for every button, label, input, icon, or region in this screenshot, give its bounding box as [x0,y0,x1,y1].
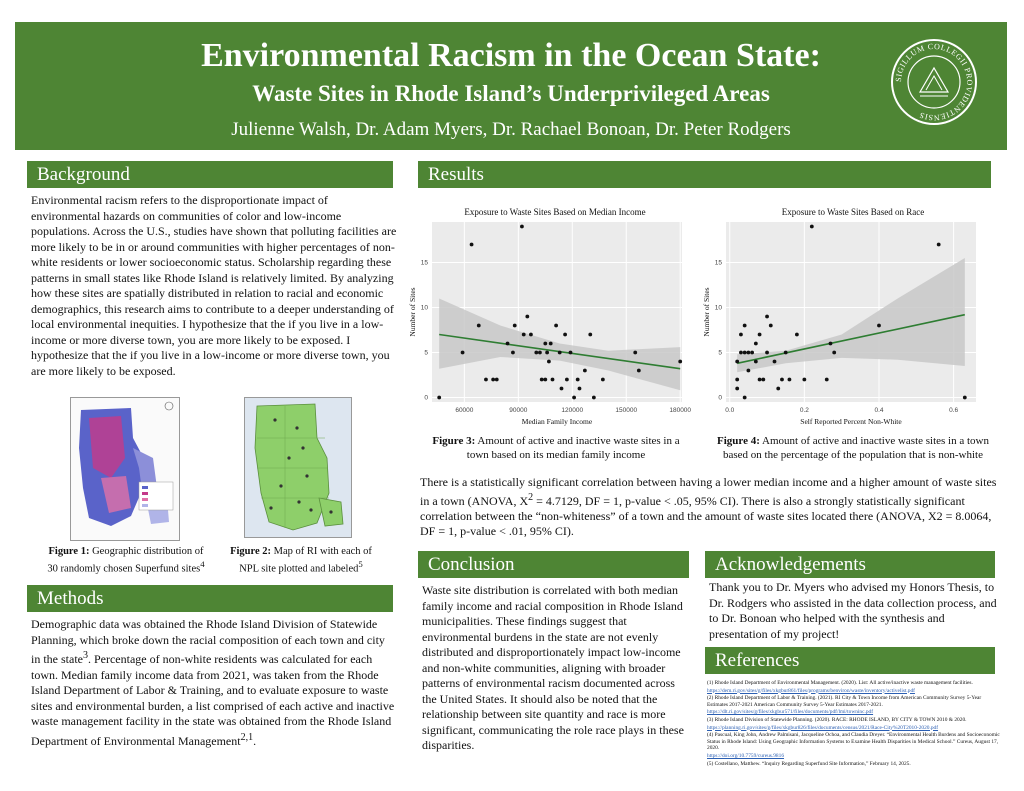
y-tick-label: 15 [420,259,428,267]
data-point [776,387,780,391]
data-point [802,378,806,382]
data-point [754,360,758,364]
data-point [511,351,515,355]
data-point [637,369,641,373]
data-point [758,333,762,337]
x-tick-label: 0.6 [949,407,959,414]
chart2-title: Exposure to Waste Sites Based on Race [781,207,925,217]
data-point [560,387,564,391]
data-point [551,378,555,382]
data-point [484,378,488,382]
data-point [773,360,777,364]
data-point [788,378,792,382]
background-heading: Background [27,161,393,188]
y-tick-label: 15 [714,259,722,267]
data-point [765,315,769,319]
data-point [780,378,784,382]
svg-text:SIGILLUM COLLEGII PROVIDENTIEN: SIGILLUM COLLEGII PROVIDENTIENSIS [893,41,975,123]
data-point [578,387,582,391]
x-tick-label: 180000 [669,407,692,414]
x-tick-label: 0.0 [725,407,735,414]
data-point [633,351,637,355]
x-tick-label: 120000 [561,407,584,414]
data-point [810,225,814,229]
data-point [735,378,739,382]
reference-item: (2) Rhode Island Department of Labor & Training. (2021). RI City & Town Income from American Community Survey 5-Year Estimates 2017-2021 American Community Survey 5-Year Estimates 2017-2021. [707,695,982,708]
data-point [678,360,682,364]
data-point [832,351,836,355]
data-point [825,378,829,382]
data-point [529,333,533,337]
acknowledgements-heading: Acknowledgements [705,551,995,578]
x-tick-label: 0.2 [799,407,809,414]
data-point [538,351,542,355]
reference-link[interactable]: https://doi.org/10.7759/cureus.9816 [707,752,785,759]
figure1-superfund-map [70,397,180,541]
conclusion-text: Waste site distribution is correlated with both median family income and racial composition in Rhode Island municipalities. These findings suggest that environmental burdens in the state are not evenly distributed and disproportionately impact low-income and non-white communities, aligning with broader patterns of environmental racism documented across the United States. It should also be noted that the relationship between site quantity and race is more significant, communicating the role race plays in these disparities. [422,583,684,752]
data-point [495,378,499,382]
y-tick-label: 0 [718,394,722,402]
poster-title: Environmental Racism in the Ocean State: [201,37,821,74]
data-point [743,324,747,328]
data-point [750,351,754,355]
data-point [549,342,553,346]
x-axis-label: Median Family Income [521,417,593,426]
data-point [795,333,799,337]
data-point [735,360,739,364]
data-point [739,351,743,355]
data-point [769,324,773,328]
y-tick-label: 10 [714,304,722,312]
data-point [937,243,941,247]
x-tick-label: 60000 [455,407,474,414]
data-point [761,378,765,382]
data-point [543,342,547,346]
data-point [477,324,481,328]
data-point [540,378,544,382]
data-point [583,369,587,373]
acknowledgements-text: Thank you to Dr. Myers who advised my Honors Thesis, to Dr. Rodgers who assisted in the data collection process, and to Dr. Bonoan who helped with the synthesis and presentation of my project! [709,580,997,641]
data-point [461,351,465,355]
data-point [765,351,769,355]
y-tick-label: 0 [424,394,428,402]
data-point [534,351,538,355]
data-point [506,342,510,346]
data-point [758,378,762,382]
reference-item: (1) Rhode Island Department of Environmental Management. (2020). List: All active/inactive waste management facilities. [707,680,973,686]
data-point [522,333,526,337]
data-point [735,387,739,391]
y-tick-label: 5 [718,349,722,357]
y-tick-label: 5 [424,349,428,357]
data-point [513,324,517,328]
data-point [437,396,441,400]
reference-link[interactable]: https://dem.ri.gov/sites/g/files/xkgbur861/files/programs/benviron/waste/inventory/activelist.pdf [707,687,915,694]
background-text: Environmental racism refers to the disproportionate impact of environmental hazards on communities of color and low-income populations. Across the U.S., studies have shown that polluting facilities are more likely to be in or around communities with higher percentages of non-white residents or lower socioeconomic status. Scholarship regarding these patterns in small states like Rhode Island is relatively limited. By analyzing how these sites are spatially distributed in relation to racial and economic demographics, this research aims to contribute to a deeper understanding of local environmental inequities. I hypothesize that the if you live in a low-income or more diverse town, you are more likely to be exposed. I hypothesize that the if you live in a low-income or more diverse town, you are more likely to be exposed. [31,193,397,378]
data-point [565,378,569,382]
data-point [739,333,743,337]
data-point [963,396,967,400]
figure4-caption: Figure 4: Amount of active and inactive waste sites in a town based on the percentage of the population that is non-white [717,435,989,461]
reference-item: (4) Pascual, King John, Andrew Palmisani, Jacqueline Ochoa, and Claudia Dreyer. “Environmental Health Burdens and Socioeconomic Status in Rhode Island: Using Geographic Information Systems to Examine Health Disparities in Medical School.” Cureus, August 17, 2020. [707,732,1000,752]
references-list [707,680,1003,768]
reference-item: (5) Costellano, Matthew. “Inquiry Regarding Superfund Site Information,” February 14, 2025. [707,760,911,767]
conclusion-heading: Conclusion [418,551,689,578]
data-point [743,351,747,355]
methods-heading: Methods [27,585,393,612]
x-tick-label: 0.4 [874,407,884,414]
reference-item: (3) Rhode Island Division of Statewide Planning. (2020). RACE: RHODE ISLAND, BY CITY & TOWN 2010 & 2020. [707,716,967,723]
data-point [520,225,524,229]
data-point [543,378,547,382]
x-tick-label: 90000 [509,407,528,414]
data-point [877,324,881,328]
data-point [569,351,573,355]
data-point [470,243,474,247]
figure3-caption: Figure 3: Amount of active and inactive waste sites in a town based on its median family income [432,435,680,461]
results-heading: Results [418,161,991,188]
x-tick-label: 150000 [615,407,638,414]
data-point [588,333,592,337]
data-point [558,351,562,355]
data-point [545,351,549,355]
data-point [746,369,750,373]
data-point [592,396,596,400]
results-text: There is a statistically significant correlation between having a lower median income and a higher amount of waste sites in a town (ANOVA, $X^2 = 4.7129$, DF = 1, p-value < .05, 95% CI). There is also a strongly statistically significant correlation between the “non-whiteness” of a town and the amount of waste sites located there (ANOVA, X2 = 8.0064, DF = 1, p-value < .01, 95% CI). [420,475,997,538]
data-point [746,351,750,355]
chart-race-scatter [700,218,982,430]
data-point [525,315,529,319]
reference-link[interactable]: https://planning.ri.gov/sites/g/files/xkgbur826/files/documents/census/2021/Race-City%20T2010-2020.pdf [707,724,939,731]
data-point [576,378,580,382]
data-point [572,396,576,400]
data-point [743,396,747,400]
data-point [829,342,833,346]
reference-link[interactable]: https://dlt.ri.gov/sites/g/files/xkgbur571/files/documents/pdf/lmi/towninc.pdf [707,709,874,716]
references-heading: References [705,647,995,674]
data-point [784,351,788,355]
data-point [554,324,558,328]
data-point [491,378,495,382]
y-axis-label: Number of Sites [408,287,417,337]
y-tick-label: 10 [420,304,428,312]
data-point [563,333,567,337]
methods-text: Demographic data was obtained the Rhode Island Division of Statewide Planning, which broke down the racial composition of each town and city in the state$^3$. Percentage of non-white residents was calculated for each town. Median family income data from 2021, was taken from the Rhode Island Department of Labor & Training, and to evaluate exposure to waste sites and environmental burden, a list comprised of each active and inactive waste management facility in the state was obtained from the Rhode Island Department of Environmental Management$^{2,1}$. [31,617,395,748]
y-axis-label: Number of Sites [702,287,711,337]
data-point [547,360,551,364]
chart-income-scatter [406,218,692,430]
poster-subtitle: Waste Sites in Rhode Island’s Underprivileged Areas [252,81,770,106]
x-axis-label: Self Reported Percent Non-White [800,417,902,426]
figure2-caption: Figure 2: Map of RI with each of NPL site plotted and labeled$^5$ [230,546,372,575]
data-point [601,378,605,382]
figure2-npl-map [244,397,352,538]
figure1-caption: Figure 1: Geographic distribution of 30 randomly chosen Superfund sites$^4$ [47,546,205,575]
college-seal-logo [890,38,978,126]
poster-authors: Julienne Walsh, Dr. Adam Myers, Dr. Rachael Bonoan, Dr. Peter Rodgers [231,119,791,140]
data-point [754,342,758,346]
chart1-title: Exposure to Waste Sites Based on Median Income [464,207,646,217]
